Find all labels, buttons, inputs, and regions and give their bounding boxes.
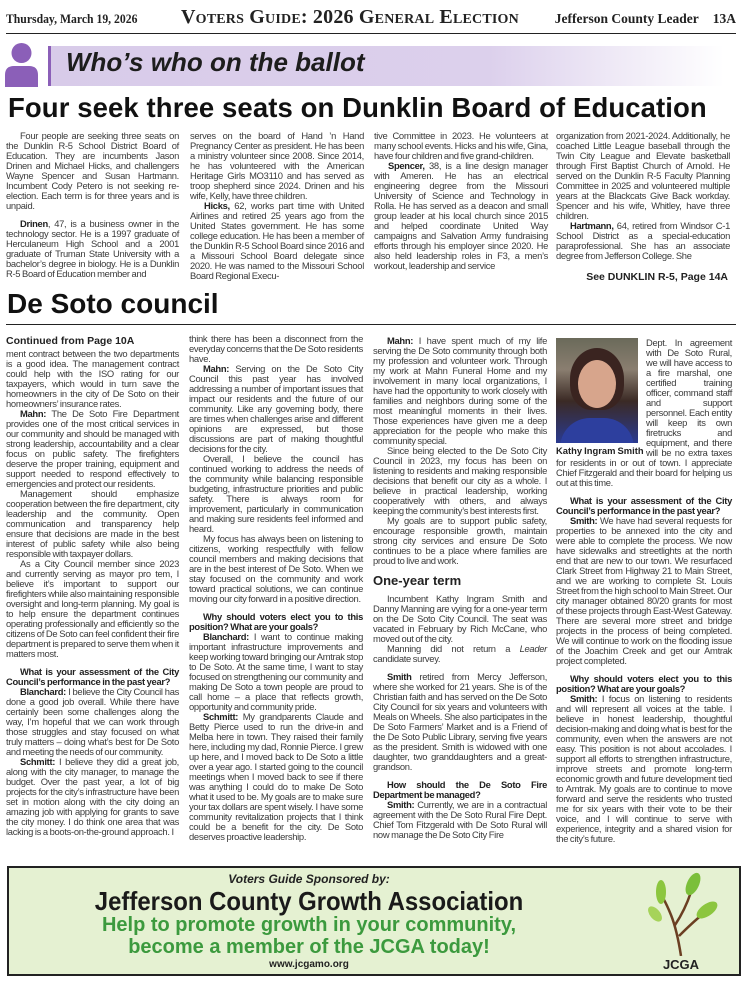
desoto-column-1: [6, 336, 179, 837]
speaker-name: Mahn:: [387, 335, 414, 346]
paragraph-text: Management should emphasize cooperation between the fire department, city leadership and the community. Open communication and transparency help ensure that decisions are made in the best interest of public safety while also being responsible with taxpayer dollars.: [6, 488, 179, 559]
paragraph-text: Incumbent Kathy Ingram Smith and Danny Manning are vying for a one-year term on the De Soto City Council. The seat was vacated in February by Rich McCane, who moved out of the city.: [373, 593, 547, 644]
speaker-name: Blanchard:: [20, 686, 66, 697]
sponsor-ad[interactable]: [7, 866, 741, 976]
desoto-headline: De Soto council: [7, 288, 219, 319]
paragraph: [189, 632, 363, 712]
speaker-name: Schmitt:: [20, 756, 56, 767]
question: [556, 674, 732, 694]
paragraph: [6, 219, 179, 279]
question: [373, 780, 547, 800]
paragraph-text: Currently, we are in a contractual agreement with the De Soto Rural Fire Dept. Chief Tom Fitzgerald with De Soto Rural will now manage the De Soto City Fire: [373, 799, 547, 840]
question: [6, 667, 179, 687]
speaker-name: Smith:: [387, 799, 415, 810]
candidate-photo: [556, 338, 644, 456]
speaker-name: Smith:: [570, 515, 598, 526]
paragraph-text: I focus on listening to residents and will represent all voices at the table. I believe in honest leadership, thoughtful decision-making and doing what is best for the community, even when the answers are not easy. This position is not about accolades. I support all efforts to strengthen infrastructure, improve streets and promote long-term economic growth and future development tied to Amtrak. My goals are to continue to move forward and serve the residents who trusted me for six years with their vote to be their voice, and I will continue to serve with experience, integrity and a shared vision for the city’s future.: [556, 693, 732, 844]
person-icon: [4, 42, 39, 87]
issue-date: Thursday, March 19, 2026: [6, 11, 138, 26]
paragraph: [6, 489, 179, 559]
desoto-column-3: [373, 336, 547, 840]
paragraph-tail: candidate survey.: [373, 653, 441, 664]
section-banner: [4, 42, 724, 87]
paragraph: [189, 364, 363, 454]
paragraph: [189, 534, 363, 604]
dunklin-headline: Four seek three seats on Dunklin Board of Education: [8, 92, 707, 123]
paragraph: [373, 336, 547, 446]
continued-kicker: Continued from Page 10A: [6, 335, 135, 347]
dunklin-column-3: [374, 131, 548, 271]
paragraph: [373, 594, 547, 644]
paragraph: [189, 712, 363, 842]
paragraph-text: tive Committee in 2023. He volunteers at many school events. Hicks and his wife, Gina, have four children and five grand-children.: [374, 130, 548, 161]
paragraph: [373, 672, 547, 772]
paragraph-text: We have had several requests for properties to be annexed into the city and were able to complete the process. We now have sidewalks and streetlights at the north end that are new to our town. We resurfaced Clark Street from Highway 21 to Main Street, and we are working to complete St. Louis Street from the high school to Main Street. Our city manager obtained 80/20 grants for most of these projects through East-West Gateway. There are several more street and bridge projects in the process of being completed. We will continue to work on the flooding issue of the Joachim Creek and get our Amtrak project completed.: [556, 515, 732, 666]
section-rule: [6, 324, 736, 325]
question: [189, 612, 363, 632]
dunklin-column-4: [556, 131, 730, 261]
paragraph-text: serves on the board of Hand ’n Hand Pregnancy Center as president. He has been a ministry volunteer since 2008. Since 2014, he has volunteered with the American Heritage Girls MO3110 and has served as troop shepherd since 2024. Drinen and his wife, Kelly, have three children.: [190, 130, 364, 201]
paragraph-text: 38, is a line design manager with Ameren. He has an electrical engineering degree from the Missouri University of Science and Technology in Rolla. He has served as a deacon and small group leader at his local church since 2015 and helped coordinate United Way campaigns and Salvation Army fundraising efforts through his employer since 2020. He also held leadership roles in F3, a men’s workout, leadership and service: [374, 160, 548, 271]
paragraph: [189, 454, 363, 534]
speaker-name: Smith: [387, 671, 412, 682]
paragraph-text: 64, retired from Windsor C-1 School District as a special-education paraprofessional. She has an associate degree from Jefferson College. She: [556, 220, 730, 261]
paragraph: [373, 800, 547, 840]
question: [556, 496, 732, 516]
speaker-name: Smith:: [570, 693, 598, 704]
section-title: Voters Guide: 2026 General Election: [181, 6, 519, 28]
speaker-name: Mahn:: [203, 363, 230, 374]
desoto-column-4: [556, 338, 732, 844]
speaker-name: Spencer,: [388, 160, 425, 171]
paragraph-text: Overall, I believe the council has continued working to address the needs of the community while balancing responsible budgeting, infrastructure priorities and public safety. There is always room for improvement, particularly in communication and making sure residents feel informed and heard.: [189, 453, 363, 534]
speaker-name: Drinen: [20, 218, 48, 229]
paragraph-text: I want to continue making important infrastructure improvements and keep working toward bringing our Amtrak stop to De Soto. At the same time, I want to stay focused on strengthening our community and making De Soto a town people are proud to call home – a place that reflects growth, opportunity and community pride.: [189, 631, 364, 712]
ad-url[interactable]: www.jcgamo.org: [269, 959, 349, 970]
paragraph-text: How should the De Soto Fire Department be managed?: [373, 779, 547, 800]
paragraph-text: The De Soto Fire Department provides one of the most critical services in our community and should be managed with strong leadership, accountability and a clear focus on public safety. The firefighters deserve the proper training, equipment and support needed to respond effectively to emergencies and protect our residents.: [6, 408, 179, 489]
paragraph: [373, 516, 547, 566]
photo-caption: Kathy Ingram Smith: [556, 445, 644, 456]
paragraph-text: What is your assessment of the City Council’s performance in the past year?: [556, 495, 732, 516]
paragraph-text: Why should voters elect you to this position? What are your goals?: [189, 611, 363, 632]
paragraph: [6, 409, 179, 489]
paragraph-text: What is your assessment of the City Council’s performance in the past year?: [6, 666, 179, 687]
paragraph-text: 62, works part time with United Airlines and retired 25 years ago from the United States government. He has some college education. He has been a member of the Dunklin R-5 School Board since 2016 and a Missouri School Board delegate since 2020. He was named to the Missouri School Board Regional Execu-: [190, 200, 364, 281]
speaker-name: Mahn:: [20, 408, 47, 419]
paragraph: [373, 644, 547, 664]
ad-sponsored-by: Voters Guide Sponsored by:: [228, 872, 390, 886]
paragraph-text: I believe they did a great job, along with the city manager, to manage the budget. Over the past year, a lot of big projects for the city’s infrastructure have been set in motion along with the city doing an amazing job with applying for grants to save the city money. I do think one area that was lacking is a boots-on-the-ground approach. I: [6, 756, 179, 837]
paragraph: [556, 694, 732, 844]
speaker-name: Hicks,: [204, 200, 230, 211]
paragraph-text: organization from 2021-2024. Additionally, he coached Little League baseball through the Twin City League and Elevate basketball through First Baptist Church of Arnold. He served on the Dunklin R-5 Faculty Planning Committee in 2025 and volunteered multiple years at the Blackcats Give Back workday. Spencer and his wife, Whitley, have three children.: [556, 130, 730, 221]
paragraph: [6, 559, 179, 659]
paragraph: [6, 131, 179, 211]
speaker-name: Schmitt:: [203, 711, 239, 722]
paragraph: [556, 221, 730, 261]
desoto-column-1-body: [6, 349, 179, 837]
paragraph: [556, 516, 732, 666]
paragraph: [6, 349, 179, 409]
paragraph-text: I believe the City Council has done a good job overall. While there have certainly been some challenges along the way, I’m hopeful that we can work through those struggles and stay focused on what truly matters – doing what’s best for De Soto and meeting the needs of our community.: [6, 686, 179, 757]
paragraph-text: think there has been a disconnect from the everyday concerns that the De Soto residents have.: [189, 333, 363, 364]
paragraph-text: , 47, is a business owner in the technology sector. He is a 1997 graduate of Herculaneum High School and a 2001 graduate of Truman State University with a bachelor’s degree in biology. He is a Dunklin R-5 Board of Education member and: [6, 218, 179, 279]
paragraph-text: ment contract between the two departments is a good idea. The management contract could help with the ISO rating for our taxpayers, which would in turn save the homeowners in the city of De Soto on their homeowners’ insurance rates.: [6, 348, 179, 409]
subhead: One-year term: [373, 573, 462, 588]
ad-tagline-2: become a member of the JCGA today!: [128, 936, 490, 958]
paragraph-text: Four people are seeking three seats on the Dunklin R-5 School District Board of Education. They are incumbents Jason Drinen and Michael Hicks, and challengers Wayne Spencer and Susan Hartmann. Incumbent Cody Petero is not seeking re-election. Each term is for three years and is unpaid.: [6, 130, 179, 211]
paragraph: [190, 131, 364, 201]
paragraph-text: Manning did not return a: [387, 643, 520, 654]
paragraph-text: Why should voters elect you to this position? What are your goals?: [556, 673, 732, 694]
banner-title: Who’s who on the ballot: [66, 47, 365, 77]
ad-tagline-1: Help to promote growth in your community,: [101, 914, 517, 936]
italic-text: Leader: [519, 643, 547, 654]
paragraph: [374, 161, 548, 271]
paragraph: [6, 687, 179, 757]
paragraph-text: I have spent much of my life serving the De Soto community through both my profession and volunteer work. Through my work at Mahn Funeral Home and my involvement in many local organizations, I have had the opportunity to work closely with families and neighbors during some of the most meaningful moments in their lives. Those experiences have given me a deep appreciation for the people who make this community special.: [373, 335, 547, 446]
portrait-image: [556, 338, 638, 443]
paragraph-text: Since being elected to the De Soto City Council in 2023, my focus has been on listening to residents and making responsible decisions that benefit our city as a whole. I believe in practical leadership, working cooperatively with others, and always keeping the community’s best interests first.: [373, 445, 547, 516]
speaker-name: Blanchard:: [203, 631, 249, 642]
logo-text: JCGA: [662, 957, 700, 972]
paragraph: [6, 757, 179, 837]
paragraph-text: My grandparents Claude and Betty Pierce used to run the drive-in and Melba here in town. They raised their family here, including my dad, Ronnie Pierce. I grew up here, and I moved back to De Soto a little over a year ago. I started going to the council meetings when I moved back to see if there was anything I could do to make De Soto what it used to be. My goals are to make sure your tax dollars are spent wisely. I have some community revitalization projects that I think could be a benefit for the city. De Soto deserves proactive leadership.: [189, 711, 363, 842]
dunklin-column-2: [190, 131, 364, 281]
ad-org-name: Jefferson County Growth Association: [94, 886, 524, 916]
jcga-logo: [641, 870, 721, 974]
page-header: [6, 6, 736, 34]
paragraph-text: My focus has always been on listening to citizens, working respectfully with fellow council members and making decisions that are in the best interest of De Soto. When we stay focused on the community and work toward practical solutions, we can continue moving our city forward in a positive direction.: [189, 533, 363, 604]
page-number: 13A: [712, 11, 736, 26]
tree-icon: [641, 870, 721, 956]
paragraph: [190, 201, 364, 281]
paragraph-text: As a City Council member since 2023 and currently serving as mayor pro tem, I believe it’s important to support our firefighters while also maintaining responsible oversight and long-term planning. My goal is to help ensure the department continues operating professionally and efficiently so the citizens of De Soto can feel confident their fire department is prepared to serve them when it matters most.: [6, 558, 179, 659]
newspaper-name: Jefferson County Leader: [554, 11, 699, 26]
paragraph-text: retired from Mercy Jefferson, where she worked for 21 years. She is of the Christian faith and has served on the De Soto City Council for six years and volunteers with Meals on Wheels. She also participates in the De Soto Farmers’ Market and is a Friend of the De Soto Public Library, serving five years as the president. Smith is widowed with one daughter, two granddaughters and a great-grandson.: [373, 671, 547, 772]
paragraph-text: Serving on the De Soto City Council this past year has involved addressing a number of important issues that impact our residents and the future of our community. Like any governing body, there are times when challenges arise and different opinions are expressed, but those discussions are part of making thoughtful decisions for the city.: [189, 363, 363, 454]
paragraph: [556, 131, 730, 221]
jump-link[interactable]: See DUNKLIN R-5, Page 14A: [586, 271, 728, 283]
speaker-name: Hartmann,: [570, 220, 614, 231]
desoto-column-2: [189, 334, 363, 842]
dunklin-column-1: [6, 131, 179, 279]
paragraph: [373, 446, 547, 516]
paragraph-text: My goals are to support public safety, encourage responsible growth, maintain strong city services and ensure De Soto continues to be a place where families are proud to live and work.: [373, 515, 547, 566]
paragraph: [189, 334, 363, 364]
paragraph: [374, 131, 548, 161]
paragraph-text: Dept. In agreement with De Soto Rural, we will have access to a fire marshal, one certified training officer, command staff and support personnel. Each entity will keep its own firetrucks and equipment, and there will be no extra taxes for residents in or out of town. I appreciate Chief Fitzgerald and their board for helping us out at this time.: [556, 337, 732, 488]
